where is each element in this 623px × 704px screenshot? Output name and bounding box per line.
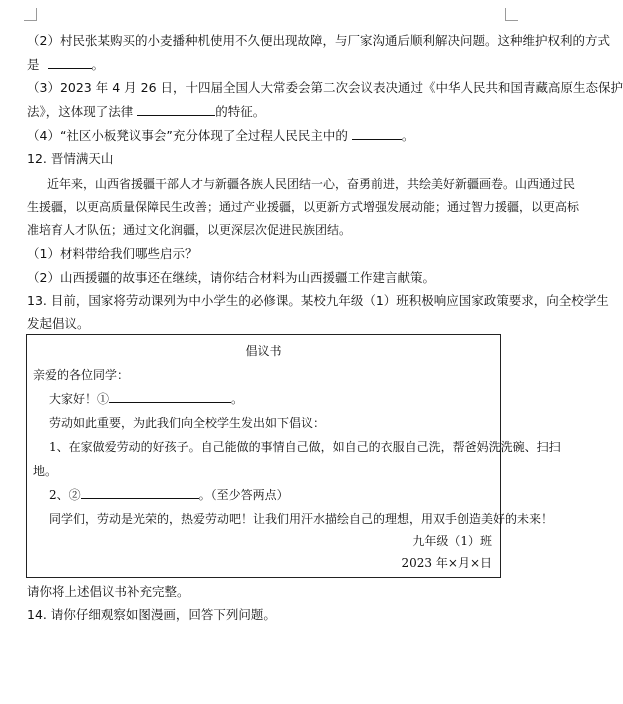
answer-blank-2[interactable] [81, 487, 199, 499]
q13-intro-line2: 发起倡议。 [27, 316, 90, 331]
proposal-signature: 九年级（1）班 [412, 534, 492, 548]
q11-part3-line2: 法》，这体现了法律 的特征。 [27, 104, 266, 119]
answer-blank[interactable] [352, 128, 402, 140]
proposal-closing: 同学们，劳动是光荣的，热爱劳动吧！让我们用汗水描绘自己的理想，用双手创造美好的未来！ [49, 512, 554, 526]
q12-sub-question-1: （1）材料带给我们哪些启示？ [27, 246, 198, 261]
q12-material-line2: 生援疆，以更高质量保障民生改善；通过产业援疆，以更新方式增强发展动能；通过智力援疆，以更高标 [27, 200, 580, 214]
proposal-hello-line: 大家好！① 。 [49, 392, 244, 406]
q11-part4-line: （4）“社区小板凳议事会”充分体现了全过程人民民主中的 。 [27, 128, 415, 143]
proposal-title: 倡议书 [245, 344, 282, 358]
page-corner-mark-left [24, 8, 37, 21]
answer-blank[interactable] [137, 104, 215, 116]
proposal-date: 2023 年×月×日 [401, 556, 492, 570]
q11-part2-line1: （2）村民张某购买的小麦播种机使用不久便出现故障，与厂家沟通后顺利解决问题。这种维护权利的方式 [27, 33, 610, 48]
proposal-item1-line1: 1、在家做爱劳动的好孩子。自己能做的事情自己做，如自己的衣服自己洗，帮爸妈洗洗碗、扫扫 [49, 440, 561, 454]
proposal-item1-line2: 地。 [33, 464, 58, 478]
proposal-greeting: 亲爱的各位同学： [33, 368, 130, 382]
proposal-item2-line: 2、② 。（至少答两点） [49, 488, 289, 502]
q13-intro-line1: 13. 目前，国家将劳动课列为中小学生的必修课。某校九年级（1）班积极响应国家政策要求，向全校学生 [27, 293, 609, 308]
answer-blank[interactable] [48, 57, 92, 69]
q13-task: 请你将上述倡议书补充完整。 [27, 584, 190, 599]
q11-part3-line1: （3）2023 年 4 月 26 日，十四届全国人大常委会第二次会议表决通过《中华人民共和国青藏高原生态保护 [27, 80, 623, 95]
page-corner-mark-right [505, 8, 518, 21]
q12-title: 12. 晋情满天山 [27, 151, 114, 166]
q11-part2-line2: 是 。 [27, 57, 105, 72]
proposal-box [26, 334, 561, 578]
q12-material-line3: 准培育人才队伍；通过文化润疆，以更深层次促进民族团结。 [27, 223, 352, 237]
q12-material-line1: 近年来，山西省援疆干部人才与新疆各族人民团结一心，奋勇前进，共绘美好新疆画卷。山西通过民 [47, 177, 576, 191]
proposal-line-a: 劳动如此重要，为此我们向全校学生发出如下倡议： [49, 416, 326, 430]
q14-title: 14. 请你仔细观察如图漫画，回答下列问题。 [27, 607, 276, 622]
q12-sub-question-2: （2）山西援疆的故事还在继续，请你结合材料为山西援疆工作建言献策。 [27, 270, 435, 285]
answer-blank-1[interactable] [109, 391, 231, 403]
